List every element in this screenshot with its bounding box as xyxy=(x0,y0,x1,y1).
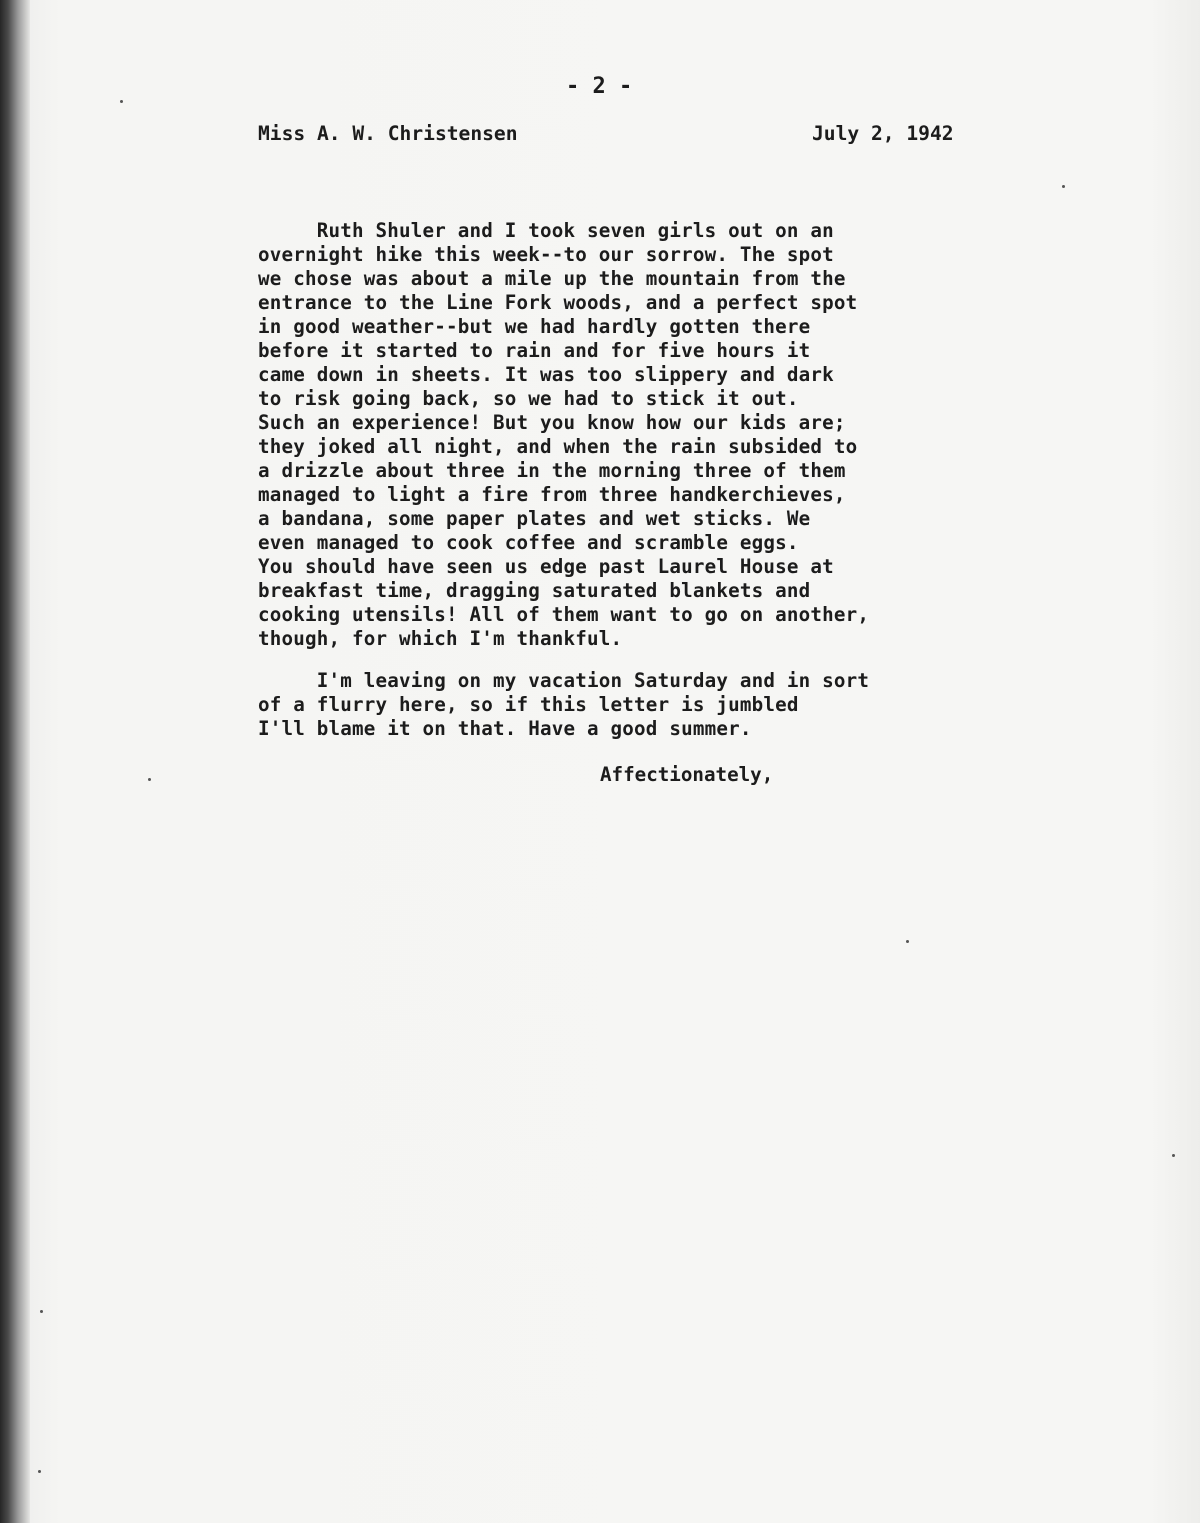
scan-edge-shadow xyxy=(0,0,30,1523)
paper-speck xyxy=(40,1310,43,1313)
body-line: even managed to cook coffee and scramble eggs. xyxy=(258,531,799,554)
body-line: a drizzle about three in the morning three of them xyxy=(258,459,846,482)
body-line: a bandana, some paper plates and wet sticks. We xyxy=(258,507,811,530)
body-line: though, for which I'm thankful. xyxy=(258,627,623,650)
body-line: in good weather--but we had hardly gotten there xyxy=(258,315,811,338)
recipient-line: Miss A. W. Christensen xyxy=(258,122,518,145)
body-line: entrance to the Line Fork woods, and a perfect spot xyxy=(258,291,858,314)
paper-speck xyxy=(1172,1154,1175,1157)
body-line: managed to light a fire from three handkerchieves, xyxy=(258,483,846,506)
paper-speck xyxy=(38,1470,41,1473)
body-line: You should have seen us edge past Laurel House at xyxy=(258,555,834,578)
paper-speck xyxy=(120,100,123,103)
body-line: we chose was about a mile up the mountain from the xyxy=(258,267,846,290)
body-line: came down in sheets. It was too slippery and dark xyxy=(258,363,834,386)
body-line: I'm leaving on my vacation Saturday and in sort xyxy=(258,669,870,692)
body-line: I'll blame it on that. Have a good summer. xyxy=(258,717,752,740)
body-line: Ruth Shuler and I took seven girls out on an xyxy=(258,219,834,242)
body-line: they joked all night, and when the rain subsided to xyxy=(258,435,858,458)
letter-date: July 2, 1942 xyxy=(812,122,954,145)
body-line: cooking utensils! All of them want to go on another, xyxy=(258,603,870,626)
closing-salutation: Affectionately, xyxy=(600,763,774,786)
body-line: breakfast time, dragging saturated blankets and xyxy=(258,579,811,602)
paper-speck xyxy=(906,940,909,943)
paper-speck xyxy=(148,778,151,781)
page-number: - 2 - xyxy=(566,74,633,99)
body-line: before it started to rain and for five hours it xyxy=(258,339,811,362)
paper-speck xyxy=(1062,185,1065,188)
body-line: Such an experience! But you know how our kids are; xyxy=(258,411,846,434)
body-line: of a flurry here, so if this letter is jumbled xyxy=(258,693,799,716)
body-line: overnight hike this week--to our sorrow. The spot xyxy=(258,243,834,266)
body-line: to risk going back, so we had to stick it out. xyxy=(258,387,799,410)
